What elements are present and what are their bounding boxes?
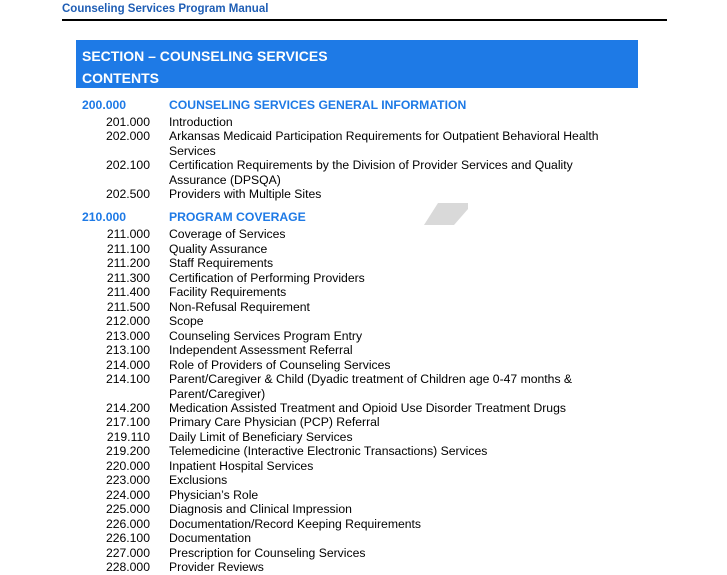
toc-entry-number: 201.000 xyxy=(105,115,150,129)
section-banner xyxy=(76,40,638,88)
toc-entry-title: Scope xyxy=(169,314,204,328)
toc-entry-number: 213.100 xyxy=(105,343,150,357)
toc-entry-number: 211.300 xyxy=(106,271,150,285)
toc-entry-number: 211.400 xyxy=(106,285,150,299)
toc-entry-title: Role of Providers of Counseling Services xyxy=(169,358,391,372)
toc-entry-title: Documentation/Record Keeping Requirements xyxy=(169,517,422,531)
toc-entry-number: 219.110 xyxy=(106,430,150,444)
toc-entry-number: 214.100 xyxy=(105,372,150,386)
toc-entry-title: PROGRAM COVERAGE xyxy=(169,210,306,224)
toc-entry-number: 212.000 xyxy=(105,314,150,328)
toc-entry-number: 228.000 xyxy=(105,560,150,574)
toc-entry-title: Exclusions xyxy=(169,473,228,487)
toc-entry-number: 200.000 xyxy=(82,98,127,112)
banner-title: SECTION – COUNSELING SERVICES xyxy=(82,48,328,64)
toc-entry-title: Certification Requirements by the Division of Provider Services and Quality Assurance (DPSQA) xyxy=(169,158,573,187)
toc-entry-title: Staff Requirements xyxy=(169,256,274,270)
toc-entry-number: 220.000 xyxy=(105,459,150,473)
toc-entry-number: 211.000 xyxy=(106,227,150,241)
toc-entry-title: Introduction xyxy=(169,115,233,129)
toc-entry-title: COUNSELING SERVICES GENERAL INFORMATION xyxy=(169,98,467,112)
toc-entry-title: Prescription for Counseling Services xyxy=(169,546,366,560)
toc-entry-title: Diagnosis and Clinical Impression xyxy=(169,502,352,516)
toc-entry-number: 213.000 xyxy=(105,329,150,343)
toc-entry-number: 211.500 xyxy=(106,300,150,314)
toc-entry-title: Quality Assurance xyxy=(169,242,268,256)
document-header-title: Counseling Services Program Manual xyxy=(62,3,269,15)
toc-entry-title: Providers with Multiple Sites xyxy=(169,187,322,201)
toc-entry-number: 223.000 xyxy=(105,473,150,487)
toc-entry-number: 226.100 xyxy=(105,531,150,545)
toc-entry-number: 211.100 xyxy=(106,242,150,256)
toc-entry-number: 224.000 xyxy=(105,488,150,502)
toc-entry-number: 202.100 xyxy=(105,158,150,172)
banner-subtitle: CONTENTS xyxy=(82,70,159,86)
toc-entry-title: Parent/Caregiver & Child (Dyadic treatment of Children age 0-47 months & Parent/Caregiver) xyxy=(169,372,573,401)
header-divider xyxy=(62,19,667,21)
toc-entry-number: 214.000 xyxy=(105,358,150,372)
toc-entry-title: Arkansas Medicaid Participation Requirements for Outpatient Behavioral Health Services xyxy=(169,129,599,158)
toc-entry-title: Non-Refusal Requirement xyxy=(169,300,310,314)
toc-entry-number: 202.500 xyxy=(105,187,150,201)
toc-entry-title: Primary Care Physician (PCP) Referral xyxy=(169,415,380,429)
toc-entry-number: 214.200 xyxy=(105,401,150,415)
toc-entry-number: 226.000 xyxy=(105,517,150,531)
toc-entry-title: Inpatient Hospital Services xyxy=(169,459,314,473)
toc-entry-title: Telemedicine (Interactive Electronic Transactions) Services xyxy=(169,444,488,458)
toc-entry-title: Facility Requirements xyxy=(169,285,287,299)
toc-entry-number: 227.000 xyxy=(105,546,150,560)
toc-entry-title: Provider Reviews xyxy=(169,560,264,574)
toc-entry-number: 219.200 xyxy=(105,444,150,458)
toc-entry-title: Medication Assisted Treatment and Opioid Use Disorder Treatment Drugs xyxy=(169,401,566,415)
toc-entry-title: Certification of Performing Providers xyxy=(169,271,365,285)
toc-entry-title: Daily Limit of Beneficiary Services xyxy=(169,430,353,444)
toc-entry-number: 211.200 xyxy=(106,256,150,270)
toc-entry-title: Physician’s Role xyxy=(169,488,259,502)
toc-entry-title: Documentation xyxy=(169,531,251,545)
toc-entry-title: Coverage of Services xyxy=(169,227,286,241)
toc-entry-number: 225.000 xyxy=(105,502,150,516)
toc-entry-number: 210.000 xyxy=(82,210,127,224)
toc-entry-title: Independent Assessment Referral xyxy=(169,343,353,357)
toc-entry-number: 202.000 xyxy=(105,129,150,143)
toc-entry-title: Counseling Services Program Entry xyxy=(169,329,363,343)
toc-entry-number: 217.100 xyxy=(105,415,150,429)
